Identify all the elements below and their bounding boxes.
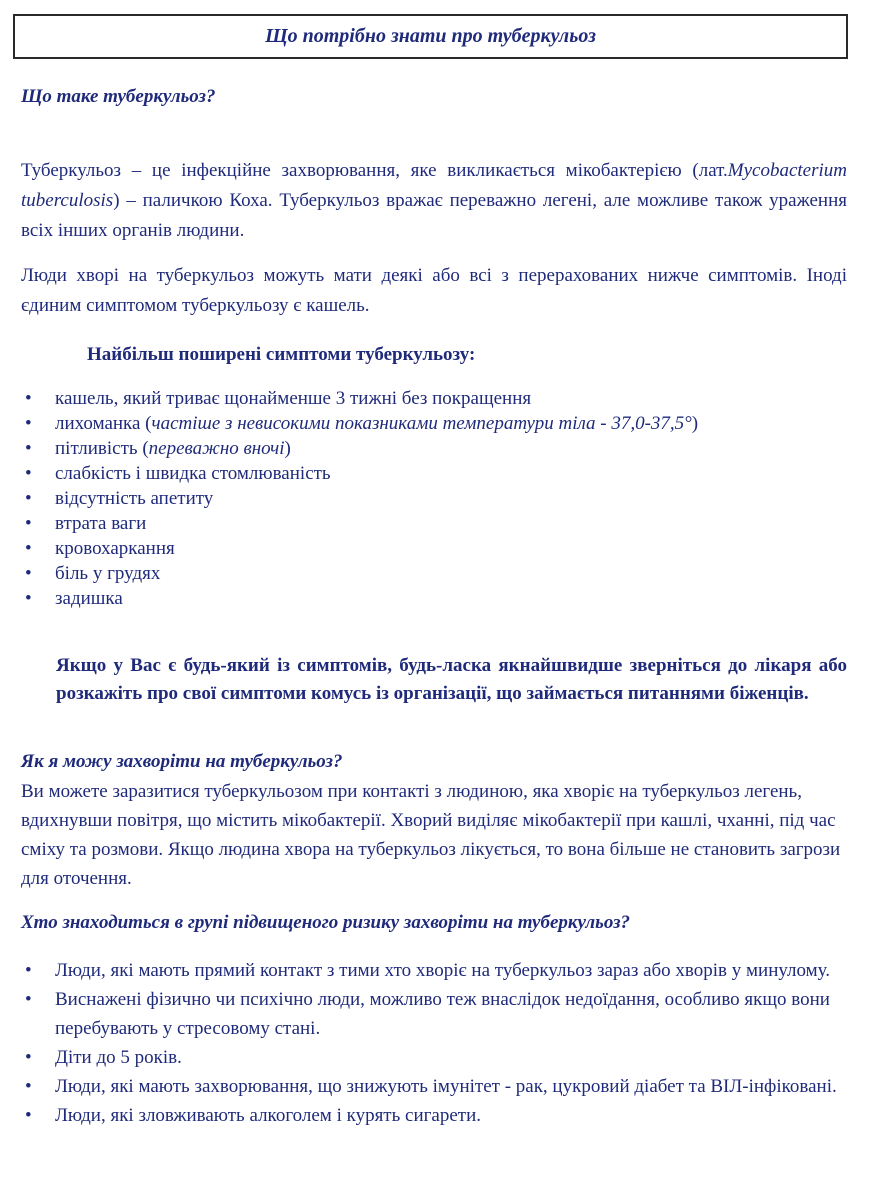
symptoms-list bbox=[21, 386, 847, 611]
list-item-text: втрата ваги bbox=[55, 513, 147, 534]
list-item-text: задишка bbox=[55, 588, 123, 609]
intro-text-start: Туберкульоз – це інфекційне захворювання, яке викликається мікобактерією (лат. bbox=[21, 160, 728, 181]
list-item-text: лихоманка ( bbox=[55, 413, 152, 434]
symptoms-intro-paragraph: Люди хворі на туберкульоз можуть мати деякі або всі з перерахованих нижче симптомів. Іноді єдиним симптомом туберкульозу є кашель. bbox=[21, 265, 847, 316]
intro-text-end: ) – паличкою Коха. Туберкульоз вражає переважно легені, але можливе також ураження всіх інших органів людини. bbox=[21, 190, 847, 241]
list-item-text: пітливість ( bbox=[55, 438, 149, 459]
list-item bbox=[21, 985, 847, 1043]
list-item-tail: ) bbox=[284, 438, 291, 459]
bullet: • bbox=[25, 538, 32, 559]
bullet: • bbox=[25, 438, 32, 459]
list-item-text: відсутність апетиту bbox=[55, 488, 214, 509]
risk-group-list bbox=[21, 956, 847, 1130]
bullet: • bbox=[25, 588, 32, 609]
list-item-note: переважно вночі bbox=[148, 438, 285, 459]
section-heading-risk-group: Хто знаходиться в групі підвищеного ризику захворіти на туберкульоз? bbox=[21, 912, 631, 933]
list-item bbox=[21, 1043, 847, 1072]
list-item-text: Люди, які мають захворювання, що знижують імунітет - рак, цукровий діабет та ВІЛ-інфіковані. bbox=[55, 1076, 837, 1097]
bullet: • bbox=[25, 960, 32, 981]
doctor-warning: Якщо у Вас є будь-який із симптомів, будь-ласка якнайшвидше зверніться до лікаря або розкажіть про свої симптоми комусь із організації, що займається питаннями біженців. bbox=[56, 655, 847, 704]
list-item-text: кашель, який триває щонайменше 3 тижні без покращення bbox=[55, 388, 532, 409]
list-item-text: Люди, які зловживають алкоголем і курять сигарети. bbox=[55, 1105, 482, 1126]
section-heading-what-is-tb: Що таке туберкульоз? bbox=[21, 86, 216, 107]
bullet: • bbox=[25, 1047, 32, 1068]
bullet: • bbox=[25, 513, 32, 534]
bullet: • bbox=[25, 413, 32, 434]
list-item-text: Діти до 5 років. bbox=[55, 1047, 182, 1068]
title-box bbox=[13, 14, 848, 59]
list-item-text: кровохаркання bbox=[55, 538, 175, 559]
list-item bbox=[21, 586, 847, 611]
list-item bbox=[21, 436, 847, 461]
bullet: • bbox=[25, 563, 32, 584]
list-item-note: частіше з невисокими показниками температури тіла - 37,0-37,5° bbox=[151, 413, 692, 434]
intro-paragraph bbox=[21, 156, 847, 246]
bullet: • bbox=[25, 388, 32, 409]
list-item-text: Люди, які мають прямий контакт з тими хто хворіє на туберкульоз зараз або хворів у минулому. bbox=[55, 960, 831, 981]
bullet: • bbox=[25, 1105, 32, 1126]
list-item bbox=[21, 511, 847, 536]
list-item bbox=[21, 1072, 847, 1101]
list-item bbox=[21, 1101, 847, 1130]
bullet: • bbox=[25, 488, 32, 509]
bullet: • bbox=[25, 989, 32, 1010]
document-title: Що потрібно знати про туберкульоз bbox=[265, 25, 596, 47]
list-item bbox=[21, 386, 847, 411]
list-item bbox=[21, 536, 847, 561]
symptoms-heading: Найбільш поширені симптоми туберкульозу: bbox=[87, 344, 476, 365]
list-item bbox=[21, 411, 847, 436]
list-item-text: Виснажені фізично чи психічно люди, можливо теж внаслідок недоїдання, особливо якщо вони перебувають у стресовому стані. bbox=[55, 989, 830, 1039]
list-item-text: слабкість і швидка стомлюваність bbox=[55, 463, 331, 484]
bullet: • bbox=[25, 1076, 32, 1097]
list-item bbox=[21, 486, 847, 511]
list-item bbox=[21, 461, 847, 486]
list-item-tail: ) bbox=[691, 413, 699, 434]
list-item bbox=[21, 956, 847, 985]
list-item bbox=[21, 561, 847, 586]
section-heading-how-infected: Як я можу захворіти на туберкульоз? bbox=[21, 751, 343, 772]
transmission-paragraph: Ви можете заразитися туберкульозом при контакті з людиною, яка хворіє на туберкульоз легень, вдихнувши повітря, що містить мікобактерії. Хворий виділяє мікобактерії при кашлі, чханні, під час сміху та розмови. Якщо людина хвора на туберкульоз лікується, то вона більше не становить загрози для оточення. bbox=[21, 781, 841, 889]
latin-name: Mycobacterium tuberculosis bbox=[21, 160, 847, 211]
list-item-text: біль у грудях bbox=[55, 563, 161, 584]
bullet: • bbox=[25, 463, 32, 484]
